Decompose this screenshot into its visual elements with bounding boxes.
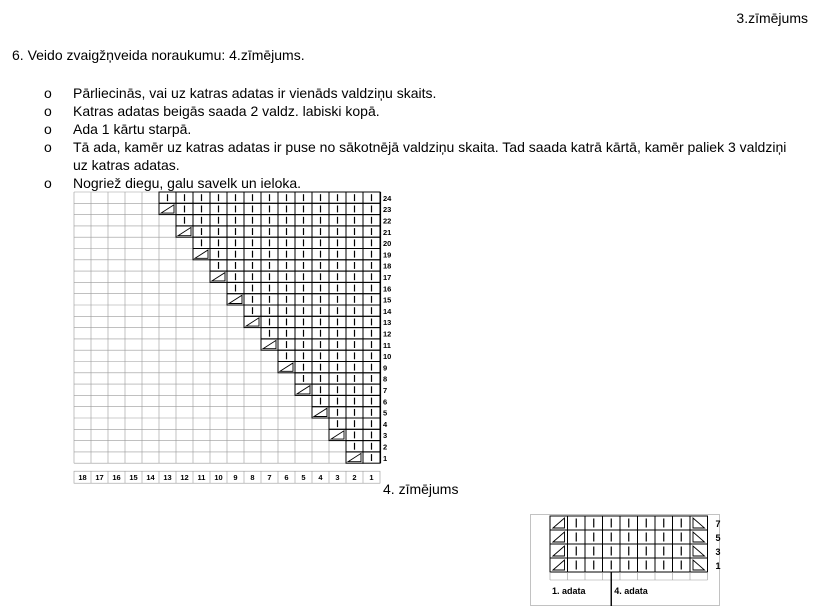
- row-label: 5: [383, 408, 388, 418]
- bullet-icon: o: [44, 85, 52, 101]
- row-label: 19: [383, 250, 392, 260]
- column-label: 6: [284, 473, 289, 483]
- figure-reference: 3.zīmējums: [736, 10, 808, 26]
- chart-caption: 4. zīmējums: [383, 481, 459, 497]
- row-label: 21: [383, 227, 392, 237]
- ssk-symbol: [693, 532, 705, 542]
- row-label: 1: [383, 453, 388, 463]
- row-label: 3: [715, 547, 721, 557]
- instruction-item: [44, 120, 804, 138]
- row-label: 6: [383, 397, 388, 407]
- row-label: 8: [383, 374, 388, 384]
- instruction-text: Katras adatas beigās saada 2 valdz. labiski kopā.: [73, 103, 380, 119]
- row-label: 4: [383, 419, 388, 429]
- k2tog-symbol: [314, 408, 327, 416]
- k2tog-symbol: [280, 363, 293, 371]
- column-label: 7: [267, 473, 272, 483]
- needle-chart: [530, 514, 720, 606]
- decrease-chart: [72, 192, 392, 494]
- row-label: 17: [383, 273, 392, 282]
- k2tog-symbol: [553, 560, 565, 570]
- instruction-text: Nogriež diegu, galu savelk un ieloka.: [73, 175, 302, 191]
- k2tog-symbol: [297, 386, 310, 394]
- column-label: 17: [95, 473, 104, 483]
- column-label: 14: [146, 473, 155, 483]
- row-label: 10: [383, 352, 392, 362]
- bullet-icon: o: [44, 103, 52, 119]
- column-label: 11: [197, 473, 206, 483]
- bullet-icon: o: [44, 175, 52, 191]
- bullet-icon: o: [44, 121, 52, 137]
- instruction-item: [44, 138, 804, 174]
- k2tog-symbol: [331, 431, 344, 439]
- column-label: 15: [129, 473, 138, 483]
- column-label: 9: [233, 473, 238, 483]
- k2tog-symbol: [229, 295, 242, 303]
- row-label: 13: [383, 318, 392, 328]
- row-label: 1: [715, 561, 721, 571]
- k2tog-symbol: [161, 205, 174, 213]
- column-label: 10: [214, 473, 223, 483]
- column-label: 8: [250, 473, 255, 483]
- row-label: 23: [383, 205, 392, 215]
- ssk-symbol: [693, 546, 705, 556]
- column-label: 12: [180, 473, 189, 483]
- row-label: 9: [383, 363, 388, 373]
- column-label: 2: [352, 473, 357, 483]
- bullet-icon: o: [44, 139, 52, 155]
- instruction-item: [44, 102, 804, 120]
- instruction-text: Pārliecinās, vai uz katras adatas ir vienāds valdziņu skaits.: [73, 85, 437, 101]
- row-label: 14: [383, 306, 392, 316]
- row-label: 7: [715, 519, 721, 529]
- k2tog-symbol: [246, 318, 259, 326]
- row-label: 3: [383, 431, 388, 441]
- needle-label: 4. adata: [614, 586, 648, 596]
- row-label: 2: [383, 442, 388, 452]
- needle-label: 1. adata: [552, 586, 586, 596]
- row-label: 5: [715, 533, 721, 543]
- row-label: 22: [383, 216, 392, 226]
- k2tog-symbol: [178, 227, 191, 235]
- k2tog-symbol: [553, 518, 565, 528]
- ssk-symbol: [693, 560, 705, 570]
- k2tog-symbol: [553, 546, 565, 556]
- instruction-list: [44, 84, 804, 192]
- row-label: 18: [383, 261, 392, 271]
- instruction-item: [44, 174, 804, 192]
- k2tog-symbol: [348, 453, 361, 461]
- row-label: 11: [383, 340, 391, 350]
- instruction-item: [44, 84, 804, 102]
- ssk-symbol: [693, 518, 705, 528]
- row-label: 16: [383, 284, 392, 294]
- k2tog-symbol: [263, 340, 276, 348]
- column-label: 4: [318, 473, 323, 483]
- step-heading: 6. Veido zvaigžņveida noraukumu: 4.zīmējums.: [12, 47, 305, 63]
- column-label: 3: [335, 473, 340, 483]
- k2tog-symbol: [195, 250, 208, 258]
- k2tog-symbol: [212, 273, 225, 281]
- column-label: 18: [78, 473, 87, 483]
- instruction-text: Ada 1 kārtu starpā.: [73, 121, 192, 137]
- row-label: 24: [383, 193, 392, 203]
- column-label: 5: [301, 473, 306, 483]
- instruction-text: Tā ada, kamēr uz katras adatas ir puse no sākotnējā valdziņu skaita. Tad saada katrā kārtā, kamēr paliek 3 valdziņi uz katras adatas.: [73, 139, 787, 173]
- k2tog-symbol: [553, 532, 565, 542]
- column-label: 1: [369, 473, 374, 483]
- column-label: 16: [112, 473, 121, 483]
- column-label: 13: [163, 473, 172, 483]
- row-label: 15: [383, 295, 392, 305]
- row-label: 20: [383, 239, 392, 249]
- row-label: 12: [383, 329, 392, 339]
- row-label: 7: [383, 386, 388, 395]
